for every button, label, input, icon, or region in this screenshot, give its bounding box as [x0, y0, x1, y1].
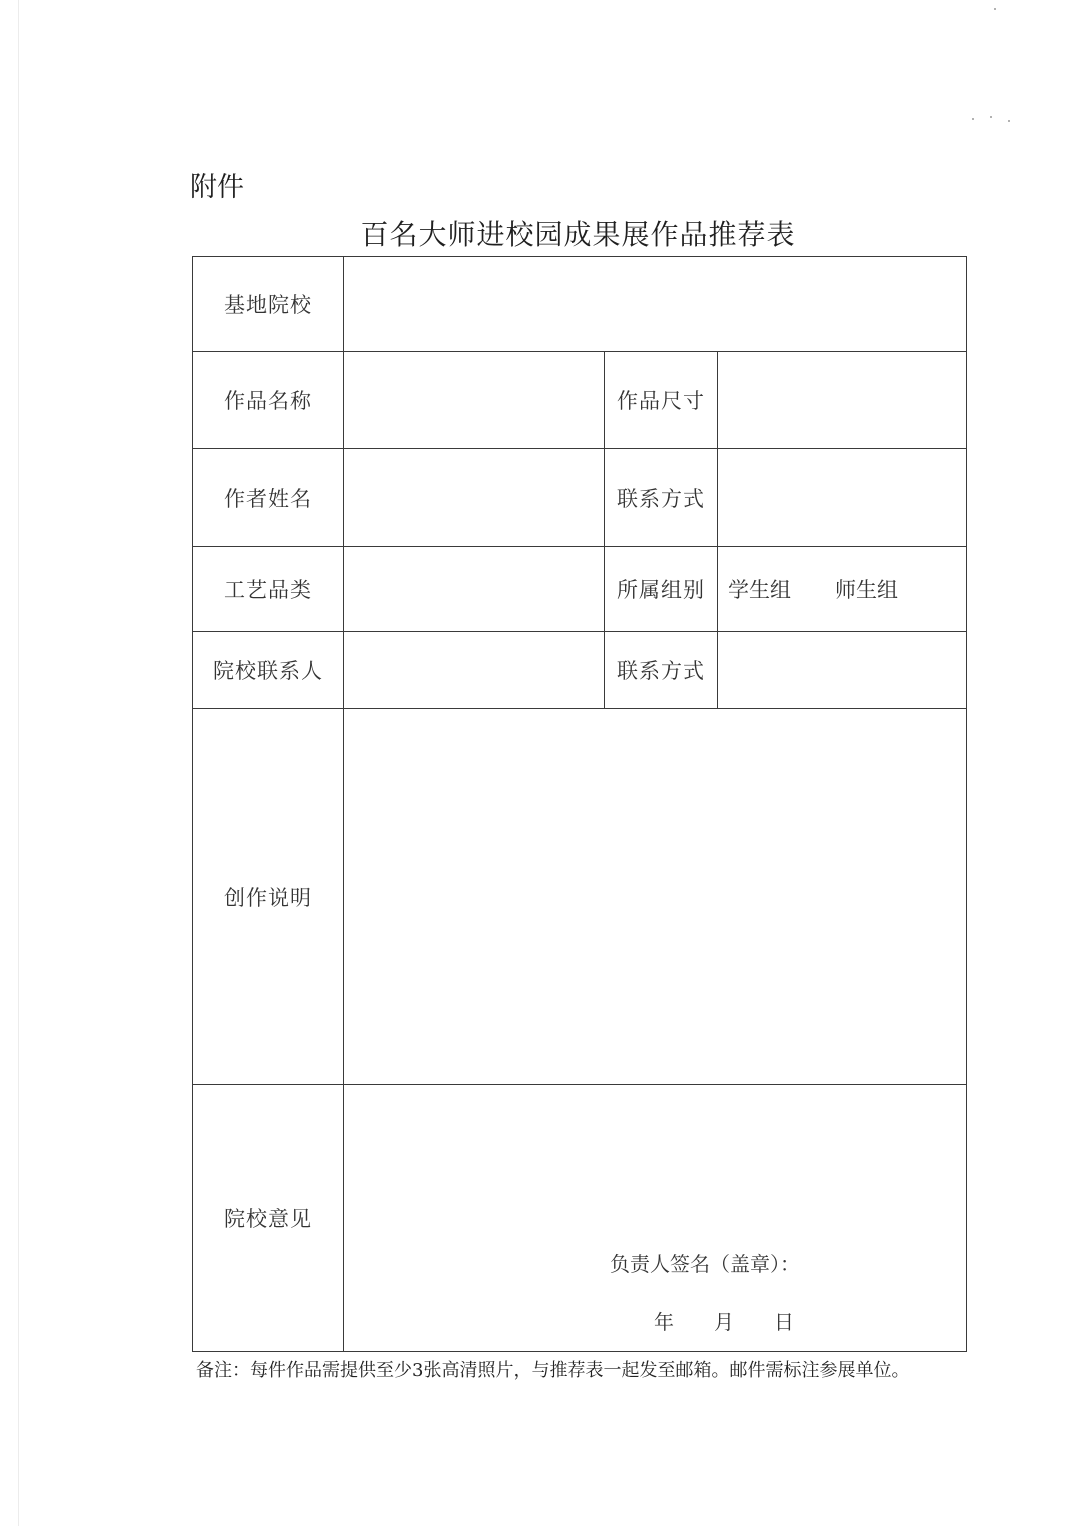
school-opinion-label: 院校意见 — [193, 1085, 344, 1352]
scan-speck — [1008, 120, 1010, 122]
school-contact-label: 院校联系人 — [193, 632, 344, 709]
row-creation-notes — [193, 709, 967, 1085]
row-school-contact — [193, 632, 967, 709]
school-contact-phone-label: 联系方式 — [605, 632, 718, 709]
creation-notes-label: 创作说明 — [193, 709, 344, 1085]
group-option-teacher-student[interactable]: 师生组 — [835, 578, 898, 602]
group-label: 所属组别 — [605, 547, 718, 632]
author-contact-label: 联系方式 — [605, 449, 718, 547]
row-work-name — [193, 352, 967, 449]
date-line — [654, 1306, 794, 1335]
date-year-label: 年 — [654, 1309, 674, 1334]
creation-notes-field[interactable] — [344, 709, 967, 1085]
attachment-label: 附件 — [190, 172, 244, 203]
date-month-label: 月 — [714, 1309, 734, 1334]
row-school-opinion — [193, 1085, 967, 1352]
author-name-field[interactable] — [344, 449, 605, 547]
work-size-field[interactable] — [718, 352, 967, 449]
group-options-cell — [718, 547, 967, 632]
form-title: 百名大师进校园成果展作品推荐表 — [360, 218, 796, 251]
work-size-label: 作品尺寸 — [605, 352, 718, 449]
group-options — [718, 574, 966, 604]
scan-speck — [994, 8, 996, 10]
base-school-label: 基地院校 — [193, 257, 344, 352]
recommendation-form-table — [192, 256, 967, 1352]
school-contact-field[interactable] — [344, 632, 605, 709]
row-author — [193, 449, 967, 547]
scan-speck — [990, 116, 992, 118]
date-day-label: 日 — [774, 1309, 794, 1334]
school-opinion-area — [344, 1086, 966, 1351]
school-contact-phone-field[interactable] — [718, 632, 967, 709]
page-edge-shadow — [18, 0, 19, 1526]
work-name-label: 作品名称 — [193, 352, 344, 449]
signature-label: 负责人签名（盖章）： — [610, 1251, 800, 1276]
craft-category-label: 工艺品类 — [193, 547, 344, 632]
school-opinion-field[interactable] — [344, 1085, 967, 1352]
footnote: 备注：每件作品需提供至少3张高清照片，与推荐表一起发至邮箱。邮件需标注参展单位。 — [196, 1360, 910, 1381]
craft-category-field[interactable] — [344, 547, 605, 632]
group-option-student[interactable]: 学生组 — [728, 578, 791, 602]
work-name-field[interactable] — [344, 352, 605, 449]
row-base-school — [193, 257, 967, 352]
base-school-field[interactable] — [344, 257, 967, 352]
author-name-label: 作者姓名 — [193, 449, 344, 547]
row-craft — [193, 547, 967, 632]
scan-speck — [972, 118, 974, 120]
author-contact-field[interactable] — [718, 449, 967, 547]
